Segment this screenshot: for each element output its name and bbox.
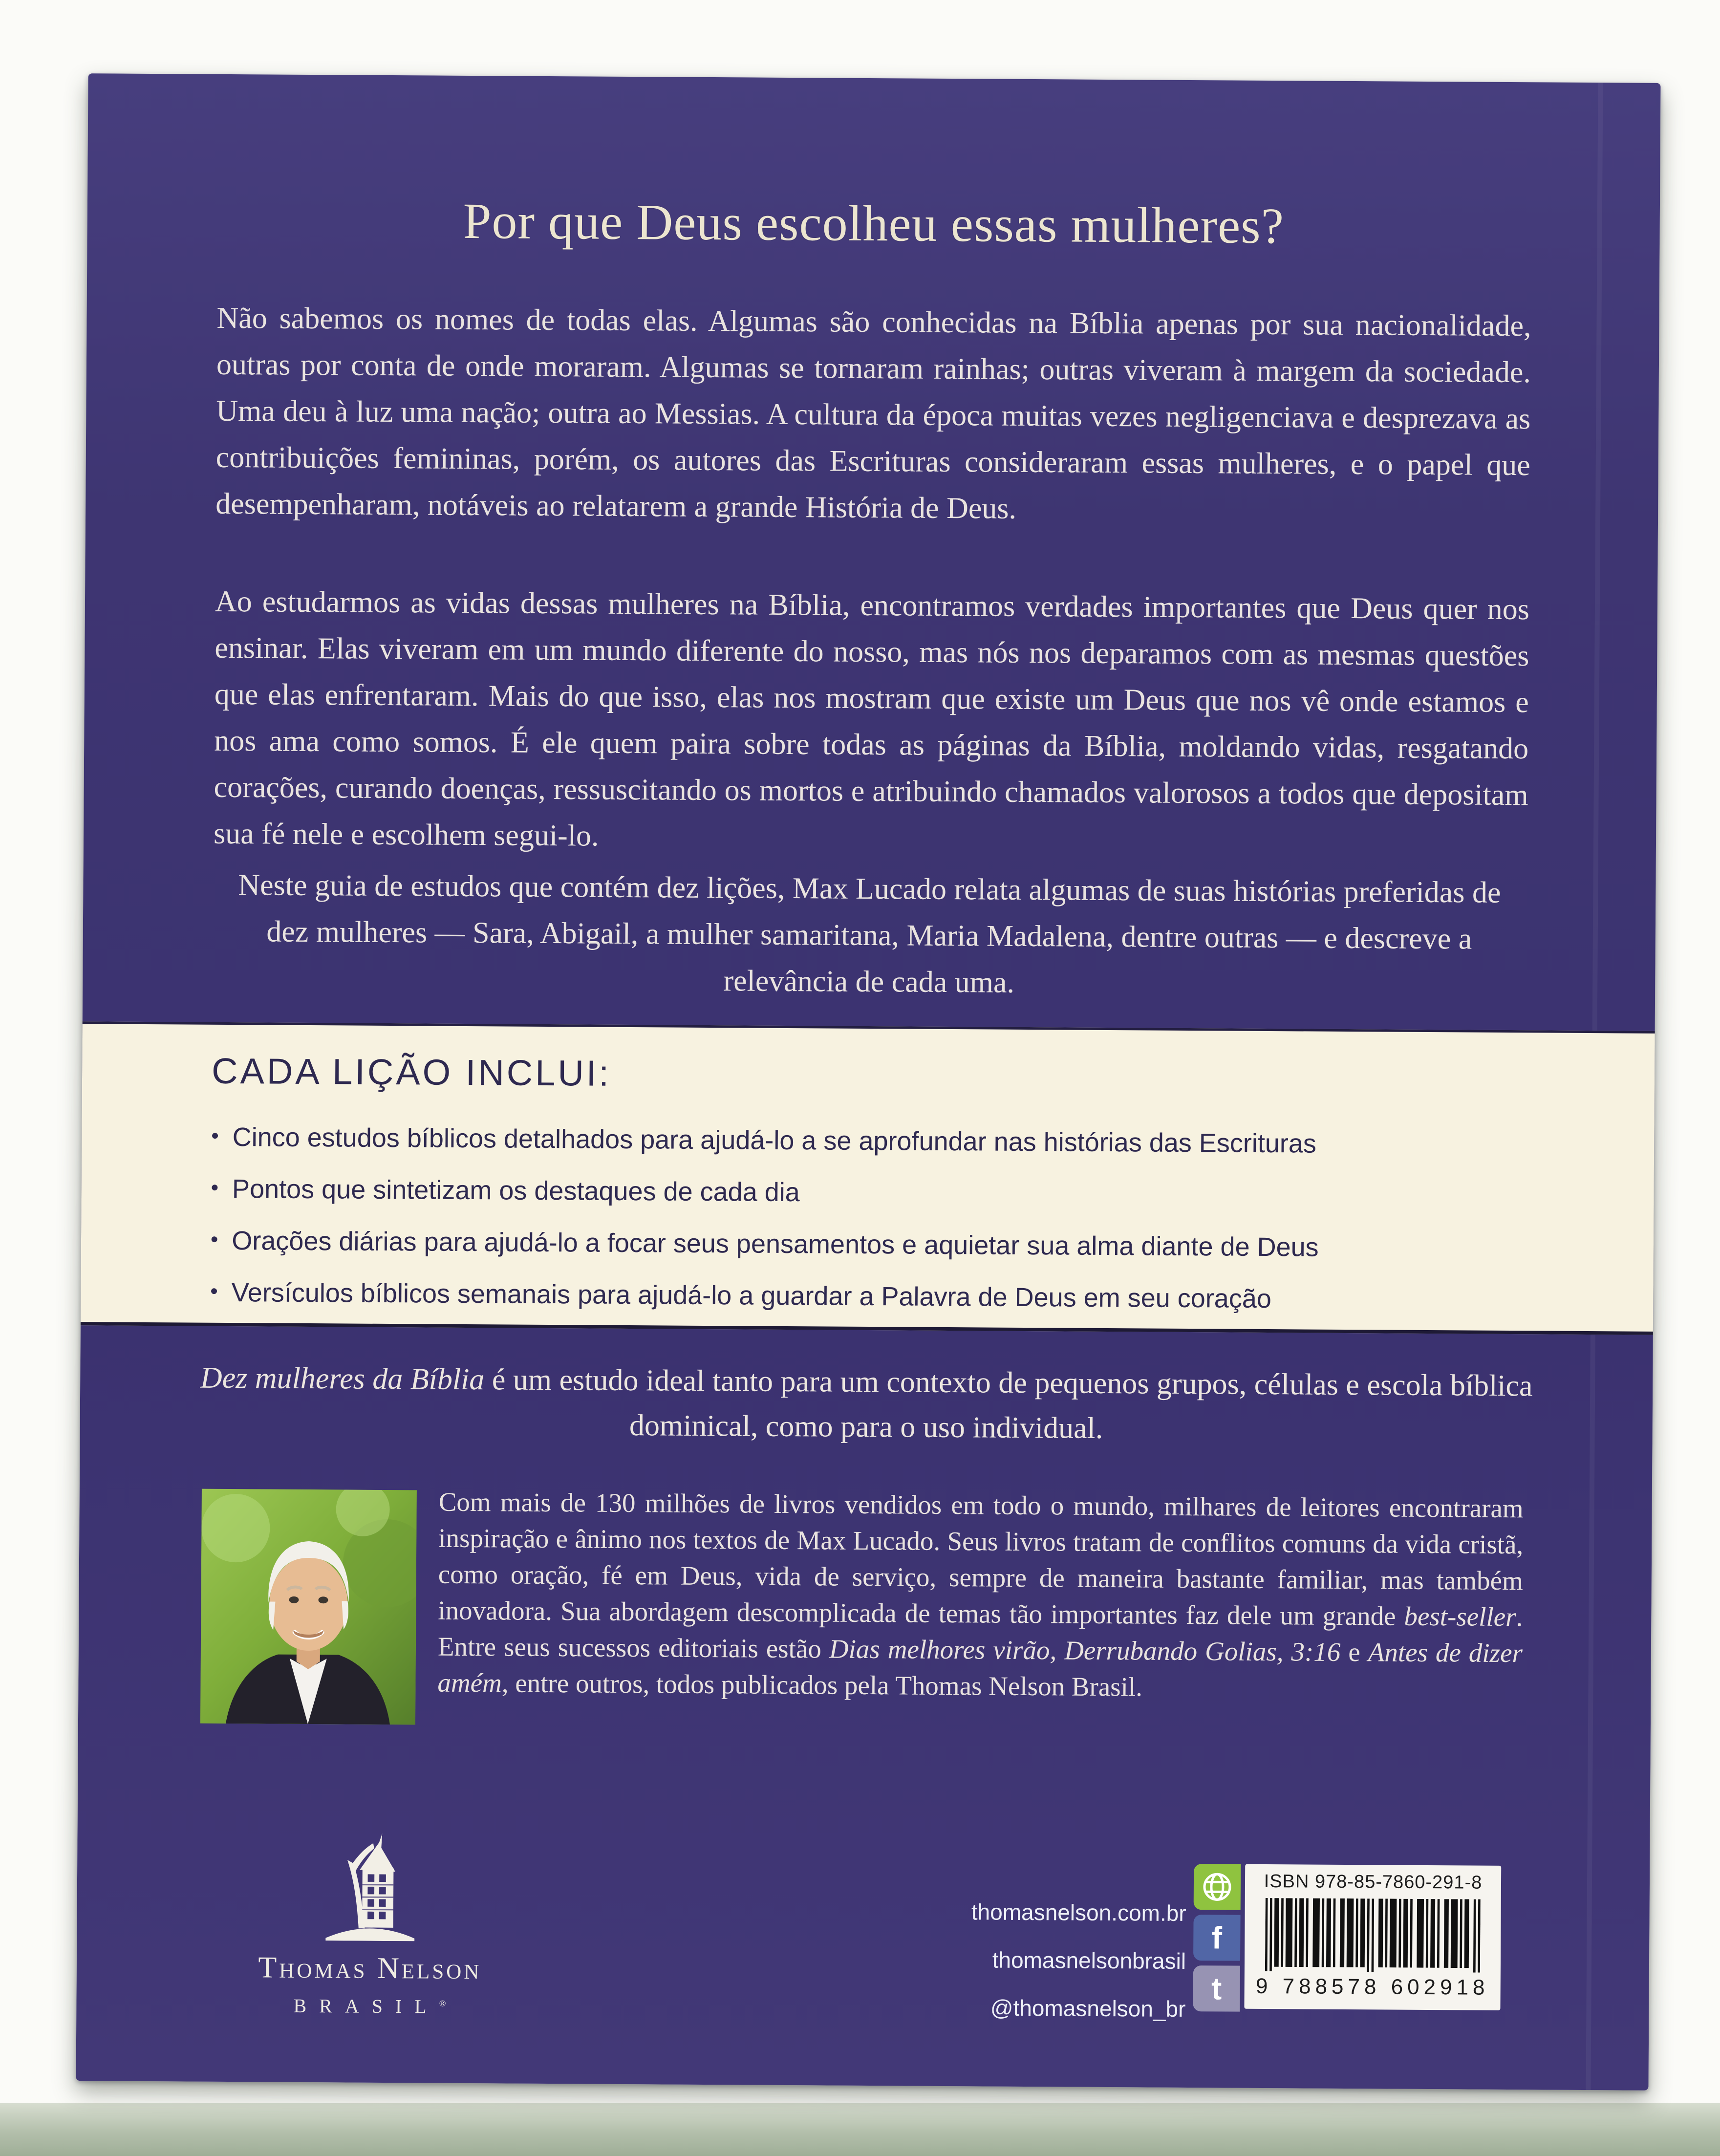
- lesson-bullet-item: • Orações diárias para ajudá-lo a focar seus pensamentos e aquietar sua alma diante de Deus: [210, 1226, 1319, 1262]
- bullet-dot-icon: •: [210, 1227, 218, 1251]
- logo-house-icon: [321, 1833, 419, 1943]
- bullet-dot-icon: •: [211, 1123, 219, 1148]
- logo-wordmark: Thomas Nelson: [258, 1951, 482, 1986]
- publisher-facebook-handle: thomasnelsonbrasil: [992, 1947, 1186, 1974]
- globe-icon: [1194, 1864, 1241, 1910]
- logo-brasil-label: BRASIL®: [293, 1994, 446, 2018]
- twitter-icon: t: [1193, 1965, 1240, 2012]
- bullet-dot-icon: •: [210, 1279, 218, 1303]
- lesson-bullet-item: • Versículos bíblicos semanais para ajudá-lo a guardar a Palavra de Deus em seu coração: [210, 1278, 1272, 1314]
- lesson-includes-list: [210, 1122, 1654, 1316]
- isbn-label: ISBN 978-85-7860-291-8: [1264, 1871, 1483, 1893]
- author-bio: Com mais de 130 milhões de livros vendidos em todo o mundo, milhares de leitores encontraram inspiração e ânimo nos textos de Max Lucado. Seus livros tratam de conflitos comuns da vida cristã, como oração, fé em Deus, vida de serviço, sempre de maneira bastante familiar, mas também inovadora. Sua abordagem descomplicada de temas tão importantes faz dele um grande best-seller. Entre seus sucessos editoriais estão Dias melhores virão, Derrubando Golias, 3:16 e Antes de dizer amém, entre outros, todos publicados pela Thomas Nelson Brasil.: [437, 1487, 1524, 1702]
- barcode-panel: [1244, 1864, 1501, 2010]
- book-title-italic: Dez mulheres da Bíblia: [200, 1361, 485, 1397]
- publisher-links: [970, 1888, 1186, 2033]
- registered-mark: ®: [439, 1998, 446, 2008]
- book-back-cover: [76, 73, 1660, 2091]
- back-cover-paragraph-1: Não sabemos os nomes de todas elas. Algumas são conhecidas na Bíblia apenas por sua nacionalidade, outras por conta de onde moraram. Algumas se tornaram rainhas; outras viveram à margem da sociedade. Uma deu à luz uma nação; outra ao Messias. A cultura da época muitas vezes negligenciava e desprezava as contribuições femininas, porém, os autores das Escrituras consideraram essas mulheres, e o papel que desempenharam, notáveis ao relatarem a grande História de Deus.: [215, 301, 1531, 525]
- study-note: Dez mulheres da Bíblia é um estudo ideal tanto para um contexto de pequenos grupos, células e escola bíblica dominical, como para o uso individual.: [200, 1361, 1533, 1445]
- barcode-bars: [1265, 1898, 1481, 1973]
- social-icon-column: [1193, 1864, 1241, 2017]
- author-photo: [200, 1489, 417, 1725]
- back-cover-paragraph-2: Ao estudarmos as vidas dessas mulheres na Bíblia, encontramos verdades importantes que Deus quer nos ensinar. Elas viveram em um mundo diferente do nosso, mas nós nos deparamos com as mesmas questões que elas enfrentaram. Mais do que isso, elas nos mostram que existe um Deus que nos vê onde estamos e nos ama como somos. É ele quem paira sobre todas as páginas da Bíblia, moldando vidas, resgatando corações, curando doenças, ressuscitando os mortos e atribuindo chamados valorosos a todos que depositam sua fé nele e escolhem segui-lo.: [213, 584, 1530, 853]
- lesson-includes-heading: CADA LIÇÃO INCLUI:: [211, 1050, 612, 1094]
- lesson-includes-panel: [81, 1021, 1655, 1335]
- thomas-nelson-logo: [218, 1833, 522, 2019]
- bullet-dot-icon: •: [211, 1175, 219, 1200]
- lesson-bullet-item: • Cinco estudos bíblicos detalhados para ajudá-lo a se aprofundar nas histórias das Escrituras: [211, 1122, 1317, 1159]
- publisher-twitter-handle: @thomasnelson_br: [990, 1995, 1186, 2022]
- barcode-digits: 9 788578 602918: [1255, 1974, 1489, 2000]
- publisher-website: thomasnelson.com.br: [971, 1899, 1186, 1926]
- back-cover-headline: Por que Deus escolheu essas mulheres?: [463, 193, 1285, 255]
- photo-background-strip: [0, 2103, 1720, 2156]
- facebook-icon: f: [1193, 1915, 1241, 1961]
- lesson-bullet-item: • Pontos que sintetizam os destaques de cada dia: [211, 1174, 800, 1207]
- back-cover-paragraph-3: Neste guia de estudos que contém dez lições, Max Lucado relata algumas de suas histórias preferidas de dez mulheres — Sara, Abigail, a mulher samaritana, Maria Madalena, dentre outras — e descreve a relevância de cada uma.: [238, 868, 1501, 999]
